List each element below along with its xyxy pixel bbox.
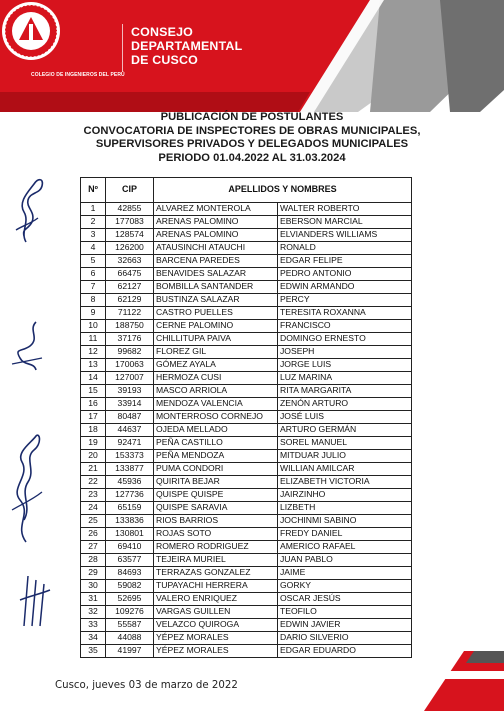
table-row [81, 359, 412, 372]
table-row [81, 554, 412, 567]
row-number: 14 [81, 372, 106, 385]
row-given-names: EBERSON MARCIAL [278, 216, 412, 229]
row-given-names: DOMINGO ERNESTO [278, 333, 412, 346]
org-name-line-1: CONSEJO [131, 25, 193, 39]
row-surnames: BARCENA PAREDES [154, 255, 278, 268]
row-cip: 133877 [106, 463, 154, 476]
table-row [81, 541, 412, 554]
row-surnames: HERMOZA CUSI [154, 372, 278, 385]
table-row [81, 281, 412, 294]
row-cip: 188750 [106, 320, 154, 333]
row-given-names: EDGAR EDUARDO [278, 645, 412, 658]
row-cip: 32663 [106, 255, 154, 268]
row-surnames: QUISPE QUISPE [154, 489, 278, 502]
row-given-names: PEDRO ANTONIO [278, 268, 412, 281]
row-number: 20 [81, 450, 106, 463]
row-cip: 62129 [106, 294, 154, 307]
row-cip: 127007 [106, 372, 154, 385]
row-cip: 126200 [106, 242, 154, 255]
row-cip: 45936 [106, 476, 154, 489]
row-number: 13 [81, 359, 106, 372]
row-given-names: JOSÉ LUIS [278, 411, 412, 424]
header-number: Nº [81, 178, 106, 203]
row-surnames: FLOREZ GIL [154, 346, 278, 359]
table-row [81, 333, 412, 346]
header-names: APELLIDOS Y NOMBRES [154, 178, 412, 203]
institution-logo [0, 0, 62, 62]
row-given-names: RITA MARGARITA [278, 385, 412, 398]
row-surnames: VALERO ENRIQUEZ [154, 593, 278, 606]
row-surnames: YÉPEZ MORALES [154, 632, 278, 645]
row-number: 33 [81, 619, 106, 632]
table-row [81, 268, 412, 281]
row-number: 11 [81, 333, 106, 346]
table-row [81, 463, 412, 476]
table-row [81, 580, 412, 593]
row-surnames: ARENAS PALOMINO [154, 216, 278, 229]
title-line-3: SUPERVISORES PRIVADOS Y DELEGADOS MUNICIPALES [95, 138, 409, 150]
table-row [81, 307, 412, 320]
row-surnames: VARGAS GUILLEN [154, 606, 278, 619]
table-header-row [81, 178, 412, 203]
table-row [81, 567, 412, 580]
row-number: 12 [81, 346, 106, 359]
footer-corner-decoration [354, 651, 504, 711]
row-surnames: YÉPEZ MORALES [154, 645, 278, 658]
table-row [81, 450, 412, 463]
row-given-names: GORKY [278, 580, 412, 593]
row-cip: 128574 [106, 229, 154, 242]
row-surnames: MONTERROSO CORNEJO [154, 411, 278, 424]
document-title [0, 111, 504, 165]
header-divider [122, 24, 123, 72]
row-number: 31 [81, 593, 106, 606]
row-cip: 127736 [106, 489, 154, 502]
row-cip: 99682 [106, 346, 154, 359]
table-row [81, 411, 412, 424]
row-surnames: QUIRITA BEJAR [154, 476, 278, 489]
row-number: 7 [81, 281, 106, 294]
row-given-names: EDGAR FELIPE [278, 255, 412, 268]
row-given-names: TEOFILO [278, 606, 412, 619]
applicants-table [80, 177, 412, 658]
row-number: 9 [81, 307, 106, 320]
row-cip: 52695 [106, 593, 154, 606]
row-given-names: ZENÓN ARTURO [278, 398, 412, 411]
row-cip: 44088 [106, 632, 154, 645]
row-surnames: MENDOZA VALENCIA [154, 398, 278, 411]
row-surnames: ROMERO RODRIGUEZ [154, 541, 278, 554]
table-row [81, 398, 412, 411]
row-cip: 177083 [106, 216, 154, 229]
row-given-names: JAIME [278, 567, 412, 580]
row-given-names: JOSEPH [278, 346, 412, 359]
row-number: 28 [81, 554, 106, 567]
row-number: 10 [81, 320, 106, 333]
title-line-4: PERIODO 01.04.2022 AL 31.03.2024 [158, 151, 346, 164]
row-given-names: ELVIANDERS WILLIAMS [278, 229, 412, 242]
row-cip: 62127 [106, 281, 154, 294]
row-surnames: PEÑA CASTILLO [154, 437, 278, 450]
row-given-names: WILLIAN AMILCAR [278, 463, 412, 476]
org-name [131, 25, 242, 67]
row-given-names: ARTURO GERMÁN [278, 424, 412, 437]
row-given-names: RONALD [278, 242, 412, 255]
row-surnames: TEJEIRA MURIEL [154, 554, 278, 567]
row-surnames: PUMA CONDORI [154, 463, 278, 476]
row-number: 26 [81, 528, 106, 541]
row-cip: 59082 [106, 580, 154, 593]
row-cip: 65159 [106, 502, 154, 515]
row-given-names: ELIZABETH VICTORIA [278, 476, 412, 489]
row-number: 23 [81, 489, 106, 502]
row-surnames: BUSTINZA SALAZAR [154, 294, 278, 307]
row-number: 5 [81, 255, 106, 268]
row-given-names: SOREL MANUEL [278, 437, 412, 450]
row-surnames: BENAVIDES SALAZAR [154, 268, 278, 281]
row-number: 19 [81, 437, 106, 450]
signature-4 [14, 570, 54, 630]
row-cip: 63577 [106, 554, 154, 567]
row-number: 6 [81, 268, 106, 281]
row-given-names: LUZ MARINA [278, 372, 412, 385]
row-surnames: TUPAYACHI HERRERA [154, 580, 278, 593]
row-cip: 42855 [106, 203, 154, 216]
table-row [81, 632, 412, 645]
row-surnames: OJEDA MELLADO [154, 424, 278, 437]
row-number: 4 [81, 242, 106, 255]
row-given-names: OSCAR JESÚS [278, 593, 412, 606]
row-number: 34 [81, 632, 106, 645]
banner-shapes [0, 0, 504, 112]
row-number: 25 [81, 515, 106, 528]
table-row [81, 229, 412, 242]
table-row [81, 515, 412, 528]
row-cip: 109276 [106, 606, 154, 619]
row-cip: 37176 [106, 333, 154, 346]
row-surnames: GÓMEZ AYALA [154, 359, 278, 372]
row-cip: 44637 [106, 424, 154, 437]
row-cip: 130801 [106, 528, 154, 541]
row-number: 17 [81, 411, 106, 424]
table-row [81, 489, 412, 502]
row-cip: 39193 [106, 385, 154, 398]
row-cip: 80487 [106, 411, 154, 424]
table-row [81, 242, 412, 255]
row-given-names: WALTER ROBERTO [278, 203, 412, 216]
row-cip: 153373 [106, 450, 154, 463]
signature-1 [6, 172, 50, 252]
row-number: 29 [81, 567, 106, 580]
row-number: 18 [81, 424, 106, 437]
org-name-line-3: DE CUSCO [131, 53, 199, 67]
row-given-names: EDWIN ARMANDO [278, 281, 412, 294]
row-number: 15 [81, 385, 106, 398]
row-number: 1 [81, 203, 106, 216]
table-row [81, 203, 412, 216]
table-row [81, 476, 412, 489]
row-cip: 66475 [106, 268, 154, 281]
row-surnames: PEÑA MENDOZA [154, 450, 278, 463]
row-surnames: CERNE PALOMINO [154, 320, 278, 333]
table-row [81, 424, 412, 437]
table-row [81, 385, 412, 398]
row-surnames: CASTRO PUELLES [154, 307, 278, 320]
row-cip: 84693 [106, 567, 154, 580]
row-number: 2 [81, 216, 106, 229]
row-cip: 69410 [106, 541, 154, 554]
row-surnames: RIOS BARRIOS [154, 515, 278, 528]
row-cip: 133836 [106, 515, 154, 528]
table-row [81, 346, 412, 359]
table-row [81, 528, 412, 541]
row-given-names: JORGE LUIS [278, 359, 412, 372]
row-cip: 170063 [106, 359, 154, 372]
table-row [81, 502, 412, 515]
signature-3 [2, 430, 50, 550]
row-surnames: CHILLITUPA PAIVA [154, 333, 278, 346]
header-cip: CIP [106, 178, 154, 203]
row-given-names: JAIRZINHO [278, 489, 412, 502]
org-name-line-2: DEPARTAMENTAL [131, 39, 243, 53]
row-surnames: TERRAZAS GONZALEZ [154, 567, 278, 580]
signature-2 [6, 318, 50, 378]
row-given-names: DARIO SILVERIO [278, 632, 412, 645]
row-number: 27 [81, 541, 106, 554]
row-number: 22 [81, 476, 106, 489]
title-line-1: PUBLICACIÓN DE POSTULANTES [160, 111, 344, 123]
row-cip: 92471 [106, 437, 154, 450]
row-surnames: ALVAREZ MONTEROLA [154, 203, 278, 216]
row-given-names: JUAN PABLO [278, 554, 412, 567]
row-cip: 55587 [106, 619, 154, 632]
row-cip: 71122 [106, 307, 154, 320]
row-surnames: ARENAS PALOMINO [154, 229, 278, 242]
row-number: 3 [81, 229, 106, 242]
row-cip: 33914 [106, 398, 154, 411]
row-surnames: VELAZCO QUIROGA [154, 619, 278, 632]
logo-caption: COLEGIO DE INGENIEROS DEL PERÚ [31, 72, 125, 78]
table-body [81, 203, 412, 658]
row-number: 16 [81, 398, 106, 411]
table-row [81, 606, 412, 619]
row-surnames: ATAUSINCHI ATAUCHI [154, 242, 278, 255]
table-row [81, 216, 412, 229]
table-row [81, 320, 412, 333]
row-given-names: LIZBETH [278, 502, 412, 515]
row-number: 30 [81, 580, 106, 593]
row-number: 21 [81, 463, 106, 476]
row-given-names: TERESITA ROXANNA [278, 307, 412, 320]
row-number: 8 [81, 294, 106, 307]
row-given-names: AMERICO RAFAEL [278, 541, 412, 554]
table-row [81, 294, 412, 307]
row-given-names: EDWIN JAVIER [278, 619, 412, 632]
table-row [81, 437, 412, 450]
table-row [81, 593, 412, 606]
row-given-names: PERCY [278, 294, 412, 307]
header-banner [0, 0, 504, 112]
row-given-names: JOCHINMI SABINO [278, 515, 412, 528]
row-number: 35 [81, 645, 106, 658]
title-line-2: CONVOCATORIA DE INSPECTORES DE OBRAS MUNICIPALES, [83, 124, 421, 137]
row-given-names: FREDY DANIEL [278, 528, 412, 541]
row-cip: 41997 [106, 645, 154, 658]
row-surnames: MASCO ARRIOLA [154, 385, 278, 398]
row-given-names: FRANCISCO [278, 320, 412, 333]
row-surnames: ROJAS SOTO [154, 528, 278, 541]
row-surnames: BOMBILLA SANTANDER [154, 281, 278, 294]
row-given-names: MITDUAR JULIO [278, 450, 412, 463]
row-surnames: QUISPE SARAVIA [154, 502, 278, 515]
table-row [81, 619, 412, 632]
row-number: 24 [81, 502, 106, 515]
row-number: 32 [81, 606, 106, 619]
date-line: Cusco, jueves 03 de marzo de 2022 [55, 680, 238, 691]
table-row [81, 255, 412, 268]
table-row [81, 372, 412, 385]
